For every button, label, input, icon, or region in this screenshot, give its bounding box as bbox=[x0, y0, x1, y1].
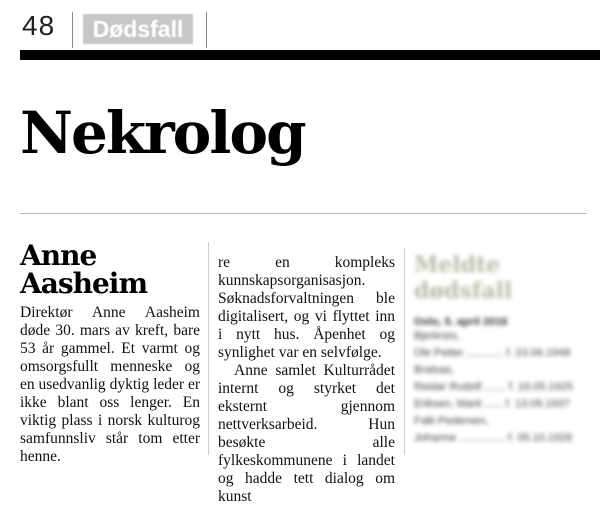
sidebar-title bbox=[414, 252, 590, 304]
column-divider bbox=[208, 242, 209, 455]
page-number: 48 bbox=[22, 10, 56, 41]
death-notice-entry: Bjerknes, bbox=[414, 330, 460, 342]
sidebar-divider bbox=[404, 248, 405, 455]
sidebar-title-line: Meldte bbox=[414, 252, 501, 278]
article-paragraph: Anne samlet Kulturrådet internt og styrket det eksternt gjennom nettverksarbeid. Hun besøkte alle fylkeskommunene i landet og hadde tett dialog om kunst bbox=[218, 362, 395, 505]
death-notice-entry: Reidar Rudolf ....... f. 16.05.1925 bbox=[414, 381, 573, 393]
obituary-name bbox=[20, 239, 200, 300]
title-rule bbox=[20, 213, 587, 214]
page-title: Nekrolog bbox=[20, 99, 305, 167]
sidebar-title-line: dødsfall bbox=[414, 278, 513, 304]
obituary-last-name: Aasheim bbox=[20, 267, 148, 300]
header-rule bbox=[20, 50, 600, 60]
death-notices-sidebar bbox=[414, 252, 590, 455]
article-paragraph: re en kompleks kunnskapsorganisasjon. Søknadsforvaltningen ble digitalisert, og vi flyttet inn i nytt hus. Åpenhet og synlighet var en selvfølge. bbox=[218, 254, 395, 361]
death-notice-entry: Bratsas, bbox=[414, 364, 455, 376]
article-paragraph: Direktør Anne Aasheim døde 30. mars av kreft, bare 53 år gammel. Et varmt og omsorgsfullt menneske og en usedvanlig dyktig leder er ikke blant oss lenger. En viktig plass i norsk kulturog samfunnsliv står tom etter henne. bbox=[20, 304, 200, 465]
header-divider-right bbox=[206, 12, 207, 48]
obituary-first-name: Anne bbox=[20, 239, 97, 272]
section-label: Dødsfall bbox=[83, 14, 193, 44]
article-column-1 bbox=[20, 239, 200, 465]
article-column-2 bbox=[218, 254, 395, 505]
death-notice-entry: Falk-Pedersen, bbox=[414, 415, 489, 427]
death-notice-entry: Johanne ............... f. 05.10.1926 bbox=[414, 432, 573, 444]
header-divider-left bbox=[72, 12, 73, 48]
death-notice-entry: Eriksen, Marit ...... f. 13.09.1937 bbox=[414, 398, 570, 410]
death-notice-entry: Ole Petter ............ f. 23.06.1948 bbox=[414, 347, 571, 359]
sidebar-date: Oslo, 5. april 2016 bbox=[414, 316, 508, 328]
